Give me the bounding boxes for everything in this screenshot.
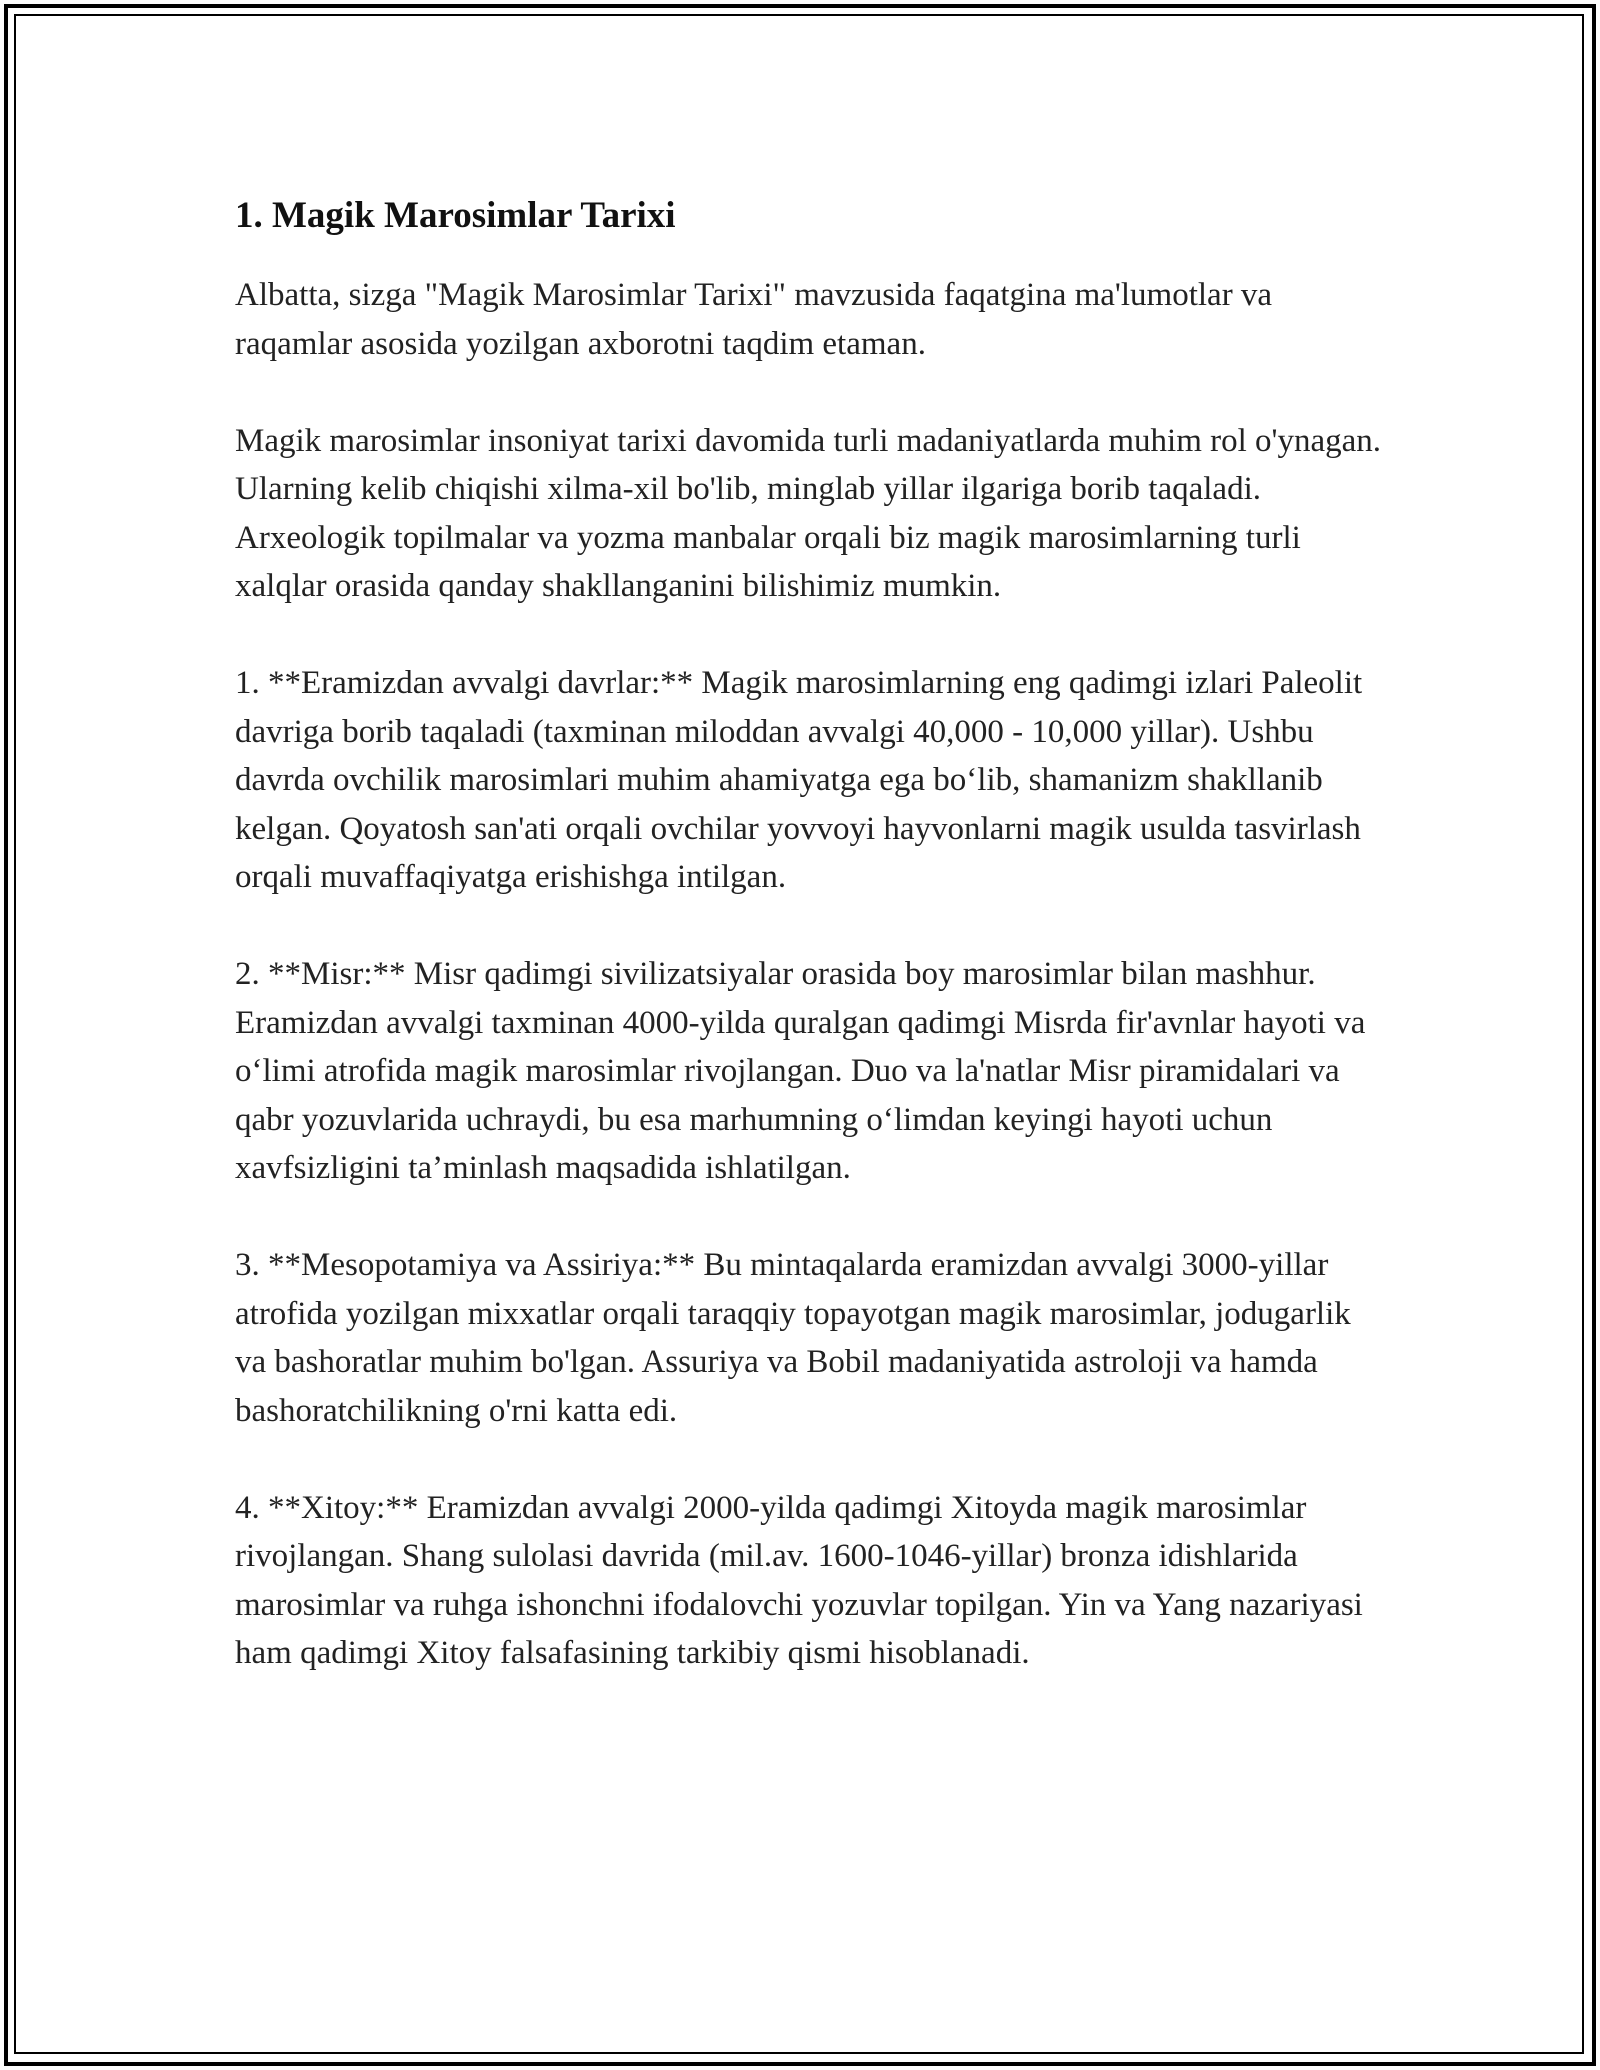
section-heading: 1. Magik Marosimlar Tarixi: [235, 195, 676, 236]
overview-paragraph: Magik marosimlar insoniyat tarixi davomida turli madaniyatlarda muhim rol o'ynagan. Ularning kelib chiqishi xilma-xil bo'lib, minglab yillar ilgariga borib taqaladi. Arxeologik topilmalar va yozma manbalar orqali biz magik marosimlarning turli xalqlar orasida qanday shakllanganini bilishimiz mumkin.: [235, 422, 1382, 604]
list-item-china: 4. **Xitoy:** Eramizdan avvalgi 2000-yilda qadimgi Xitoyda magik marosimlar rivojlangan. Shang sulolasi davrida (mil.av. 1600-1046-yillar) bronza idishlarida marosimlar va ruhga ishonchni ifodalovchi yozuvlar topilgan. Yin va Yang nazariyasi ham qadimgi Xitoy falsafasining tarkibiy qismi hisoblanadi.: [235, 1489, 1363, 1671]
document-body: [235, 180, 1385, 1726]
list-item-egypt: 2. **Misr:** Misr qadimgi sivilizatsiyalar orasida boy marosimlar bilan mashhur. Eramizdan avvalgi taxminan 4000-yilda quralgan qadimgi Misrda fir'avnlar hayoti va o‘limi atrofida magik marosimlar rivojlangan. Duo va la'natlar Misr piramidalari va qabr yozuvlarida uchraydi, bu esa marhumning o‘limdan keyingi hayoti uchun xavfsizligini ta’minlash maqsadida ishlatilgan.: [235, 956, 1366, 1186]
list-item-prehistoric: 1. **Eramizdan avvalgi davrlar:** Magik marosimlarning eng qadimgi izlari Paleolit davriga borib taqaladi (taxminan miloddan avvalgi 40,000 - 10,000 yillar). Ushbu davrda ovchilik marosimlari muhim ahamiyatga ega bo‘lib, shamanizm shakllanib kelgan. Qoyatosh san'ati orqali ovchilar yovvoyi hayvonlarni magik usulda tasvirlash orqali muvaffaqiyatga erishishga intilgan.: [235, 665, 1363, 895]
intro-paragraph: Albatta, sizga "Magik Marosimlar Tarixi" mavzusida faqatgina ma'lumotlar va raqamlar asosida yozilgan axborotni taqdim etaman.: [235, 277, 1273, 362]
list-item-mesopotamia: 3. **Mesopotamiya va Assiriya:** Bu mintaqalarda eramizdan avvalgi 3000-yillar atrofida yozilgan mixxatlar orqali taraqqiy topayotgan magik marosimlar, jodugarlik va bashoratlar muhim bo'lgan. Assuriya va Bobil madaniyatida astroloji va hamda bashoratchilikning o'rni katta edi.: [235, 1247, 1351, 1429]
